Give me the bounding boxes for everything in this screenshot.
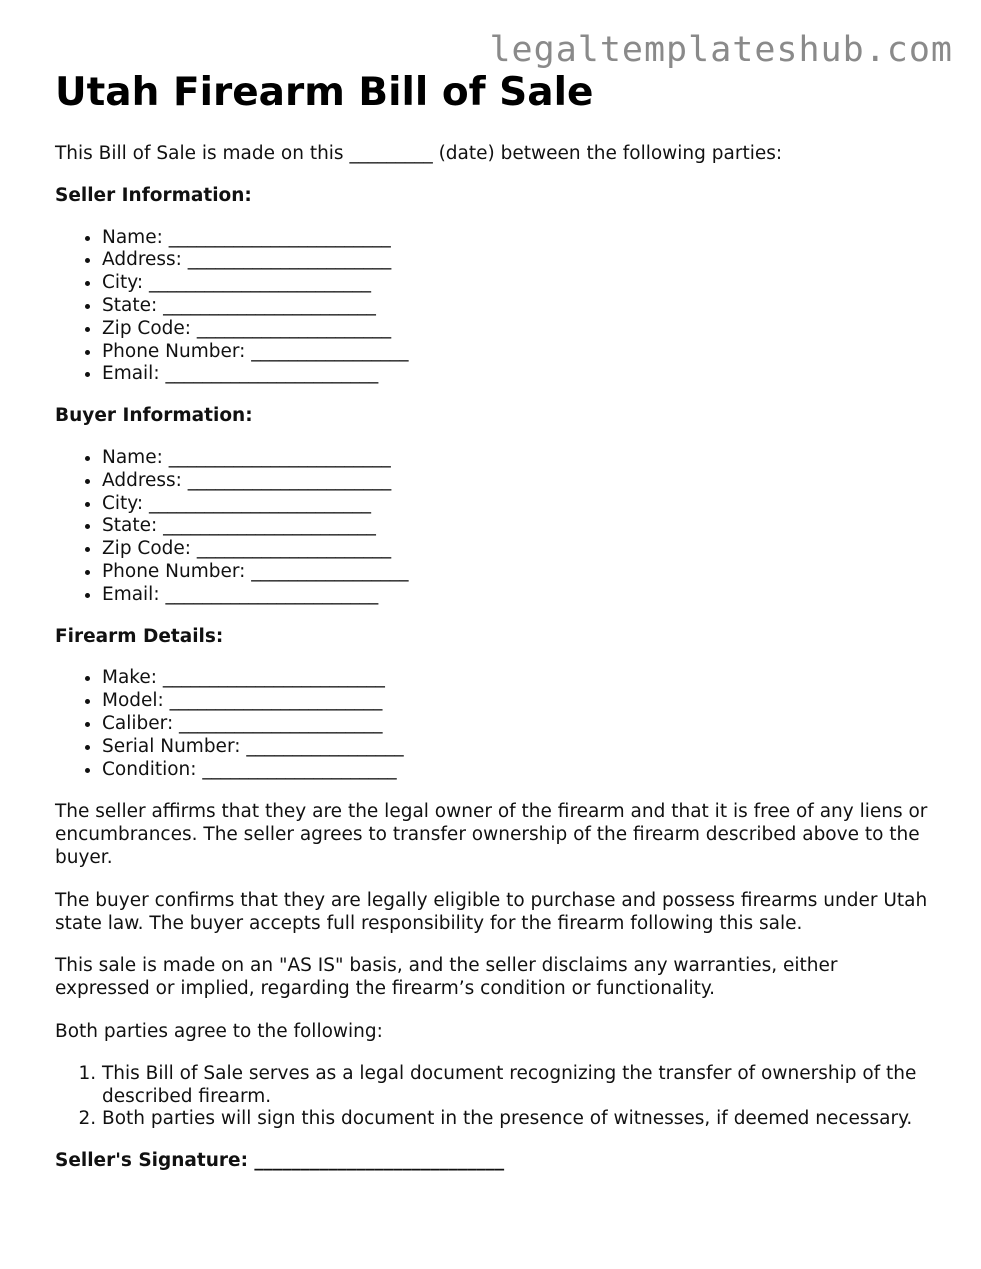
seller-heading: Seller Information: <box>55 184 252 206</box>
as-is-paragraph: This sale is made on an "AS IS" basis, and the seller disclaims any warranties, either expressed or implied, regarding the firearm’s condition or functionality. <box>55 955 838 1000</box>
seller-state-field: • State: _______________________ <box>102 295 935 318</box>
buyer-phone-field: • Phone Number: _________________ <box>102 561 935 584</box>
seller-affirmation-paragraph: The seller affirms that they are the legal owner of the firearm and that it is free of any liens or encumbrances. The seller agrees to transfer ownership of the firearm described above to the buyer. <box>55 801 928 868</box>
firearm-make-field: • Make: ________________________ <box>102 667 935 690</box>
seller-signature-line: Seller's Signature: ___________________________ <box>55 1150 505 1172</box>
firearm-model-field: • Model: _______________________ <box>102 690 935 713</box>
agreement-intro-paragraph: Both parties agree to the following: <box>55 1020 383 1042</box>
buyer-city-field: • City: ________________________ <box>102 493 935 516</box>
buyer-heading: Buyer Information: <box>55 405 253 427</box>
seller-email-field: • Email: _______________________ <box>102 363 935 386</box>
firearm-heading: Firearm Details: <box>55 625 224 647</box>
seller-phone-field: • Phone Number: _________________ <box>102 341 935 364</box>
agreement-item: 1. This Bill of Sale serves as a legal document recognizing the transfer of ownership of the described firearm. <box>102 1063 935 1109</box>
agreement-item: 2. Both parties will sign this document in the presence of witnesses, if deemed necessary. <box>102 1108 935 1131</box>
document-body <box>55 66 935 1173</box>
firearm-caliber-field: • Caliber: ______________________ <box>102 713 935 736</box>
document-title: Utah Firearm Bill of Sale <box>55 70 594 115</box>
buyer-name-field: • Name: ________________________ <box>102 447 935 470</box>
buyer-fields-list <box>55 447 935 607</box>
firearm-condition-field: • Condition: _____________________ <box>102 759 935 782</box>
buyer-address-field: • Address: ______________________ <box>102 470 935 493</box>
buyer-state-field: • State: _______________________ <box>102 515 935 538</box>
seller-zip-field: • Zip Code: _____________________ <box>102 318 935 341</box>
seller-name-field: • Name: ________________________ <box>102 227 935 250</box>
agreements-list <box>55 1063 935 1131</box>
seller-fields-list <box>55 227 935 387</box>
firearm-serial-field: • Serial Number: _________________ <box>102 736 935 759</box>
firearm-fields-list <box>55 667 935 781</box>
intro-paragraph: This Bill of Sale is made on this _________ (date) between the following parties: <box>55 143 783 164</box>
seller-city-field: • City: ________________________ <box>102 272 935 295</box>
buyer-zip-field: • Zip Code: _____________________ <box>102 538 935 561</box>
watermark-text: legaltemplateshub.com <box>489 30 953 70</box>
buyer-confirmation-paragraph: The buyer confirms that they are legally eligible to purchase and possess firearms under Utah state law. The buyer accepts full responsibility for the firearm following this sale. <box>55 889 928 934</box>
buyer-email-field: • Email: _______________________ <box>102 584 935 607</box>
seller-address-field: • Address: ______________________ <box>102 249 935 272</box>
